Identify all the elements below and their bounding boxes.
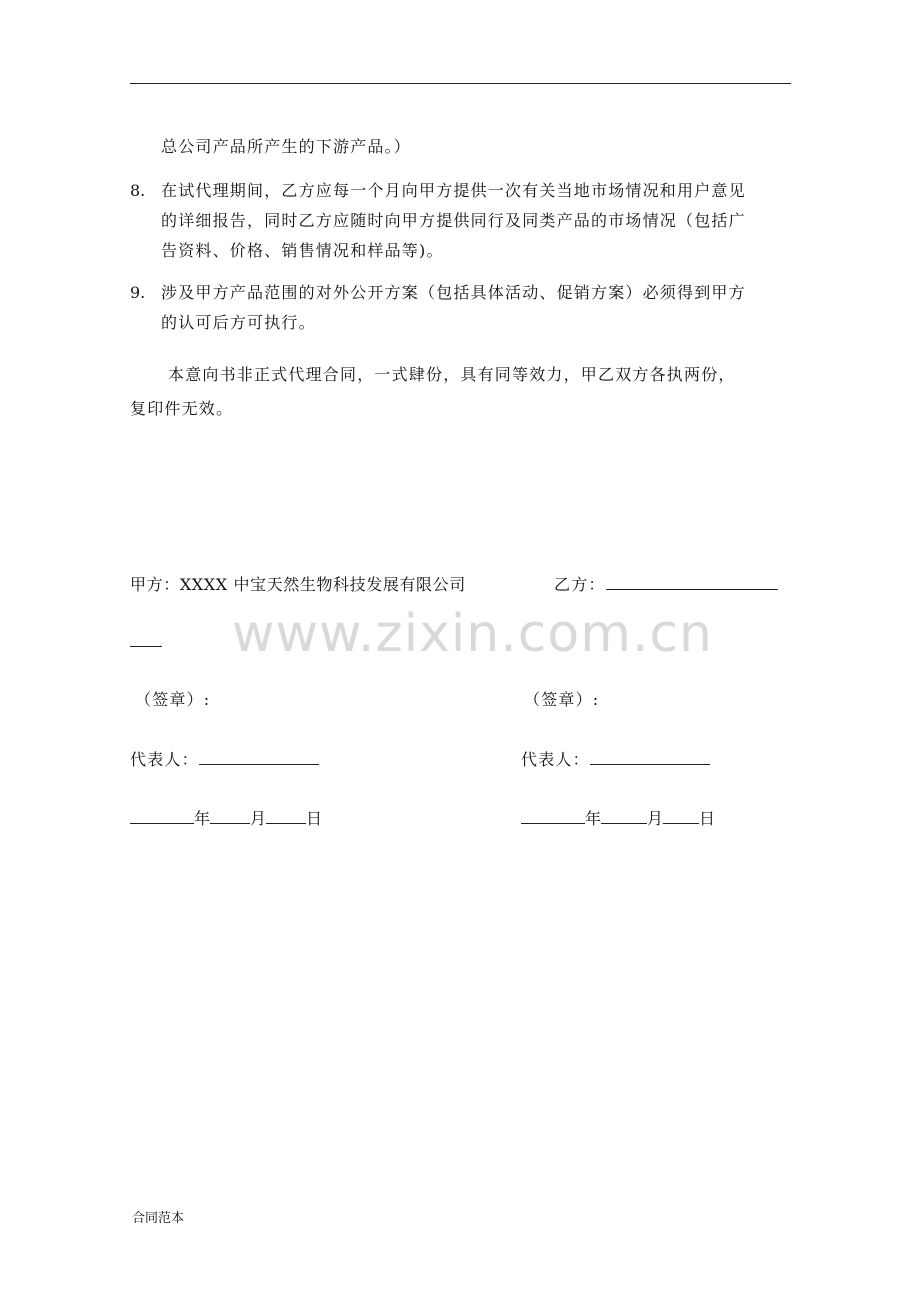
clause-9-line-1 — [130, 280, 746, 303]
clause-8-text-1: 在试代理期间，乙方应每一个月向甲方提供一次有关当地市场情况和用户意见 — [161, 181, 746, 200]
party-b-year-blank[interactable] — [521, 809, 585, 824]
party-b-representative — [521, 747, 710, 770]
party-a-seal-label: （签章）: — [135, 690, 211, 709]
party-b-representative-blank[interactable] — [590, 750, 710, 765]
party-a-day-blank[interactable] — [266, 809, 306, 824]
party-a-line — [130, 572, 466, 595]
party-b-blank-continuation — [130, 632, 162, 651]
clause-9-line-2: 的认可后方可执行。 — [161, 313, 316, 332]
header-rule — [130, 83, 791, 84]
closing-line-2: 复印件无效。 — [130, 399, 234, 418]
party-b-line — [554, 572, 778, 595]
party-a-day-label: 日 — [306, 809, 323, 828]
clause-8-line-2: 的详细报告，同时乙方应随时向甲方提供同行及同类产品的市场情况（包括广 — [161, 211, 746, 230]
clause-8-line-3: 告资料、价格、销售情况和样品等)。 — [161, 241, 444, 260]
party-a-label: 甲方： — [130, 575, 180, 594]
party-a-representative-label: 代表人： — [130, 750, 199, 769]
continuation-text: 总公司产品所产生的下游产品。） — [161, 137, 412, 156]
clause-8-line-1 — [130, 178, 746, 201]
party-a-year-blank[interactable] — [130, 809, 194, 824]
party-b-month-blank[interactable] — [601, 809, 647, 824]
party-b-year-label: 年 — [585, 809, 602, 828]
party-b-label: 乙方： — [554, 575, 606, 594]
clause-8-number: 8. — [130, 181, 146, 200]
party-b-day-blank[interactable] — [663, 809, 699, 824]
party-a-month-blank[interactable] — [210, 809, 250, 824]
party-b-month-label: 月 — [647, 809, 664, 828]
party-a-date — [130, 806, 322, 829]
closing-line-1: 本意向书非正式代理合同，一式肆份，具有同等效力，甲乙双方各执两份， — [168, 365, 736, 384]
party-b-representative-label: 代表人： — [521, 750, 590, 769]
party-b-day-label: 日 — [699, 809, 716, 828]
party-a-name: XXXX 中宝天然生物科技发展有限公司 — [179, 575, 466, 594]
party-a-representative — [130, 747, 319, 770]
party-b-date — [521, 806, 715, 829]
party-b-name-blank[interactable] — [606, 575, 778, 590]
page-footer: 合同范本 — [132, 1211, 185, 1226]
party-a-year-label: 年 — [194, 809, 211, 828]
party-a-representative-blank[interactable] — [199, 750, 319, 765]
party-a-month-label: 月 — [250, 809, 267, 828]
party-b-seal-label: （签章）: — [524, 690, 600, 709]
watermark: www.zixin.com.cn — [232, 604, 713, 664]
clause-9-number: 9. — [130, 283, 146, 302]
clause-9-text-1: 涉及甲方产品范围的对外公开方案（包括具体活动、促销方案）必须得到甲方 — [161, 283, 746, 302]
